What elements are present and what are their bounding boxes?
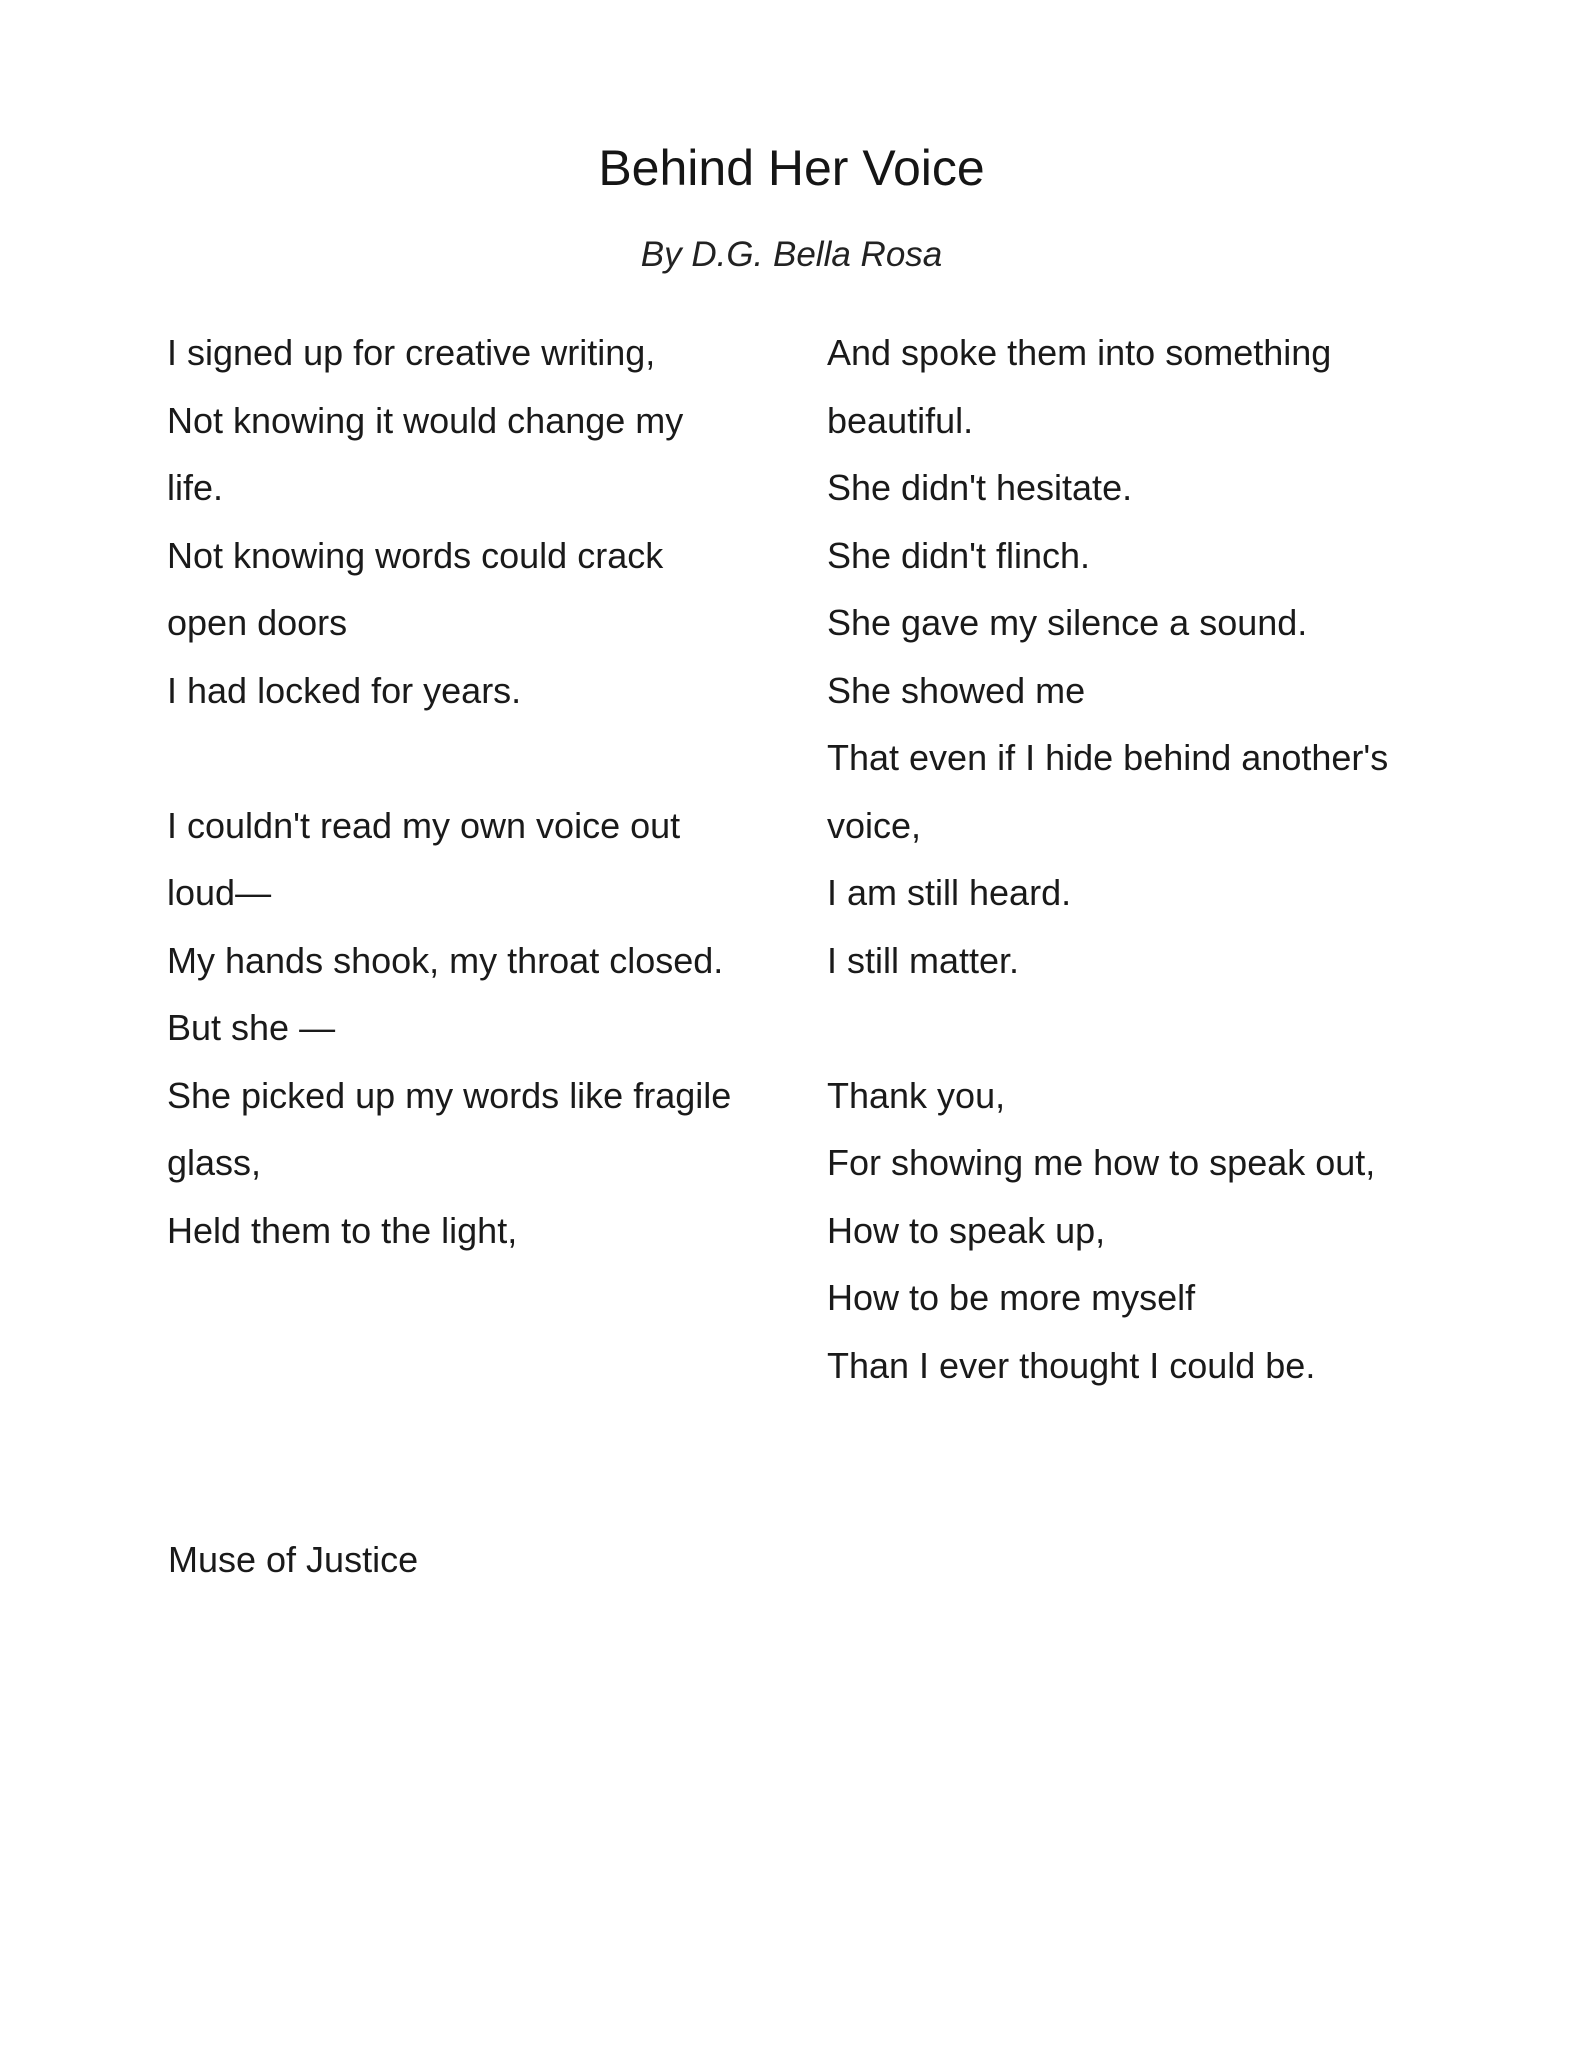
poem-line: glass, <box>167 1142 262 1183</box>
poem-line: How to speak up, <box>827 1209 1106 1251</box>
poem-line: Not knowing words could crack <box>167 534 664 576</box>
poem-line: And spoke them into something <box>827 332 1332 373</box>
stanza-break <box>167 724 787 792</box>
poem-line: open doors <box>167 602 348 643</box>
footer-signature: Muse of Justice <box>168 1539 419 1580</box>
poem-line: I had locked for years. <box>167 669 522 711</box>
poem-line: She showed me <box>827 669 1086 711</box>
poem-line: Than I ever thought I could be. <box>827 1344 1316 1386</box>
poem-line: My hands shook, my throat closed. <box>167 939 724 981</box>
stanza-break <box>827 994 1547 1062</box>
poem-byline: By D.G. Bella Rosa <box>640 235 943 274</box>
poem-line: I couldn't read my own voice out <box>167 804 681 846</box>
poem-line: I still matter. <box>827 939 1020 981</box>
poem-line: But she — <box>167 1007 336 1048</box>
poem-line: voice, <box>827 804 922 846</box>
poem-line: She gave my silence a sound. <box>827 602 1308 643</box>
poem-line: That even if I hide behind another's <box>827 737 1389 778</box>
poem-line: I am still heard. <box>827 872 1072 913</box>
poem-line: She didn't hesitate. <box>827 467 1133 508</box>
poem-line: She didn't flinch. <box>827 534 1091 576</box>
poem-line: Held them to the light, <box>167 1209 518 1251</box>
poem-line: How to be more myself <box>827 1277 1196 1318</box>
poem-left-column <box>167 319 787 1264</box>
poem-title: Behind Her Voice <box>598 140 985 196</box>
poem-line: She picked up my words like fragile <box>167 1074 732 1116</box>
poem-line: For showing me how to speak out, <box>827 1142 1376 1183</box>
poem-line: life. <box>167 467 224 508</box>
poem-line: I signed up for creative writing, <box>167 332 656 373</box>
poem-line: loud— <box>167 872 272 913</box>
poem-right-column <box>827 319 1547 1399</box>
poem-line: Not knowing it would change my <box>167 399 684 441</box>
poem-line: beautiful. <box>827 399 974 441</box>
poem-line: Thank you, <box>827 1074 1006 1116</box>
